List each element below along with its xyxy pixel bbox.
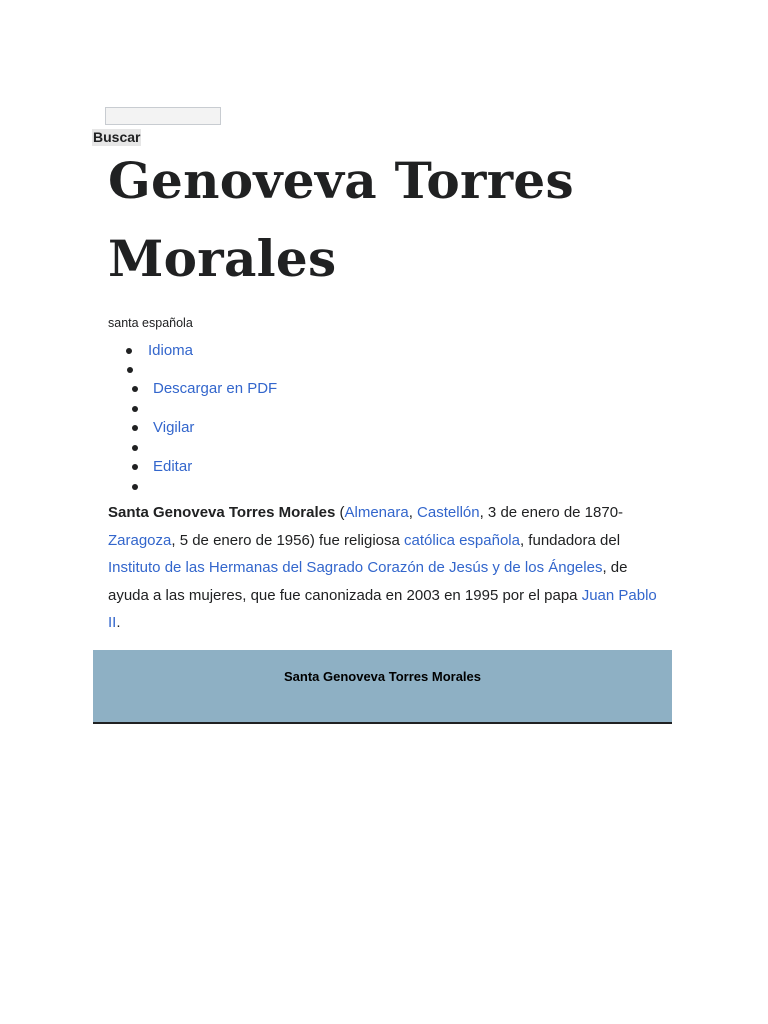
infobox [93, 650, 672, 724]
search-button[interactable]: Buscar [93, 129, 141, 145]
list-bullet [132, 484, 138, 490]
intro-text: , de ayuda a las mujeres, que fue canonizada en 2003 en 1995 por el papa [108, 559, 628, 604]
intro-text: , 3 de enero de 1870- [479, 504, 624, 521]
intro-text: , fundadora del [519, 531, 621, 549]
link-almenara[interactable]: Almenara [344, 504, 409, 521]
watch-link[interactable]: Vigilar [153, 419, 195, 436]
list-bullet [126, 348, 132, 354]
article-subject: Santa Genoveva Torres Morales [108, 504, 336, 521]
list-bullet [132, 445, 138, 451]
list-bullet [132, 386, 138, 392]
link-juan-pablo-ii[interactable]: Juan Pablo II [108, 586, 657, 632]
list-bullet [132, 425, 138, 431]
article-tagline: santa española [108, 316, 193, 330]
page-actions-list [0, 340, 768, 500]
link-instituto[interactable]: Instituto de las Hermanas del Sagrado Corazón de Jesús y de los Ángeles [108, 559, 603, 577]
intro-text: , 5 de enero de 1956) fue religiosa [171, 531, 405, 549]
link-catolica[interactable]: católica [404, 531, 455, 549]
intro-text: . [116, 614, 121, 632]
infobox-title: Santa Genoveva Torres Morales [283, 669, 481, 684]
link-espanola[interactable]: española [459, 531, 520, 549]
edit-link[interactable]: Editar [153, 458, 193, 475]
list-bullet [132, 406, 138, 412]
link-castellon[interactable]: Castellón [417, 504, 480, 521]
intro-text: ( [335, 504, 345, 521]
search-input[interactable] [105, 107, 221, 125]
intro-paragraph [108, 499, 668, 637]
list-bullet [127, 367, 133, 373]
intro-text: , [408, 504, 418, 521]
download-pdf-link[interactable]: Descargar en PDF [153, 380, 278, 397]
link-zaragoza[interactable]: Zaragoza [108, 531, 172, 549]
language-link[interactable]: Idioma [148, 342, 194, 359]
list-bullet [132, 464, 138, 470]
page-title: Genoveva Torres Morales [108, 151, 574, 288]
